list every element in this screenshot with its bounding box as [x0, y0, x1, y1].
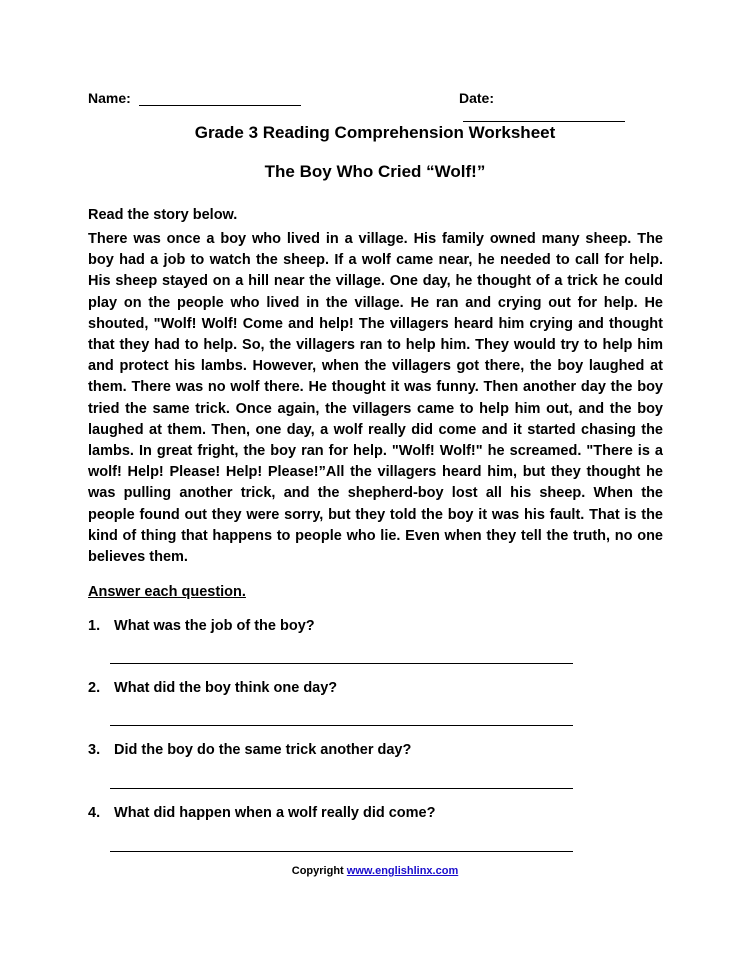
date-label: Date:: [459, 90, 495, 106]
header-row: [88, 90, 658, 110]
answer-line-1[interactable]: [110, 663, 573, 664]
answer-line-4[interactable]: [110, 851, 573, 852]
answer-line-2[interactable]: [110, 725, 573, 726]
date-line[interactable]: [463, 107, 625, 122]
question-number: 1.: [88, 618, 101, 634]
question-4: [88, 805, 435, 821]
story-text: There was once a boy who lived in a village. His family owned many sheep. The boy had a job to watch the sheep. If a wolf came near, he needed to call for help. His sheep stayed on a hill near the village. One day, he thought of a trick he could play on the people who lived in the village. He ran and crying out for help. He shouted, "Wolf! Wolf! Come and help! The villagers heard him crying and thought that they had to help. So, the villagers ran to help him. They would try to help him and protect his lambs. However, when the villagers got there, the boy laughed at them. There was no wolf there. He thought it was funny. Then another day the boy tried the same trick. Once again, the villagers came to help him out, and the boy laughed at them. Then, one day, a wolf really did come and it started chasing the lambs. In great fright, the boy ran for help. "Wolf! Wolf!" he screamed. "There is a wolf! Help! Please! Help! Please!”All the villagers heard him, but they thought he was pulling another trick, and the shepherd-boy lost all his sheep. When the people found out they were sorry, but they told the boy it was his fault. That is the kind of thing that happens to people who lie. Even when they tell the truth, no one believes them.: [88, 231, 663, 566]
story-title: The Boy Who Cried “Wolf!”: [264, 162, 486, 181]
question-number: 2.: [88, 680, 101, 696]
answer-line-3[interactable]: [110, 788, 573, 789]
answer-heading: Answer each question.: [88, 584, 246, 600]
question-2: [88, 680, 337, 696]
question-text: Did the boy do the same trick another day?: [114, 742, 412, 758]
copyright-link[interactable]: www.englishlinx.com: [346, 865, 459, 877]
name-field[interactable]: [88, 90, 301, 106]
question-text: What was the job of the boy?: [114, 618, 315, 634]
question-number: 4.: [88, 805, 101, 821]
question-text: What did the boy think one day?: [114, 680, 338, 696]
question-text: What did happen when a wolf really did come?: [114, 805, 436, 821]
worksheet-title: Grade 3 Reading Comprehension Worksheet: [194, 123, 556, 142]
copyright-footer: [0, 865, 750, 877]
question-3: [88, 742, 411, 758]
question-number: 3.: [88, 742, 101, 758]
date-field[interactable]: [459, 90, 658, 122]
question-1: [88, 618, 315, 634]
name-line[interactable]: [139, 91, 301, 106]
copyright-label: Copyright: [291, 865, 344, 877]
intro-text: Read the story below.: [88, 207, 238, 223]
name-label: Name:: [88, 90, 131, 106]
